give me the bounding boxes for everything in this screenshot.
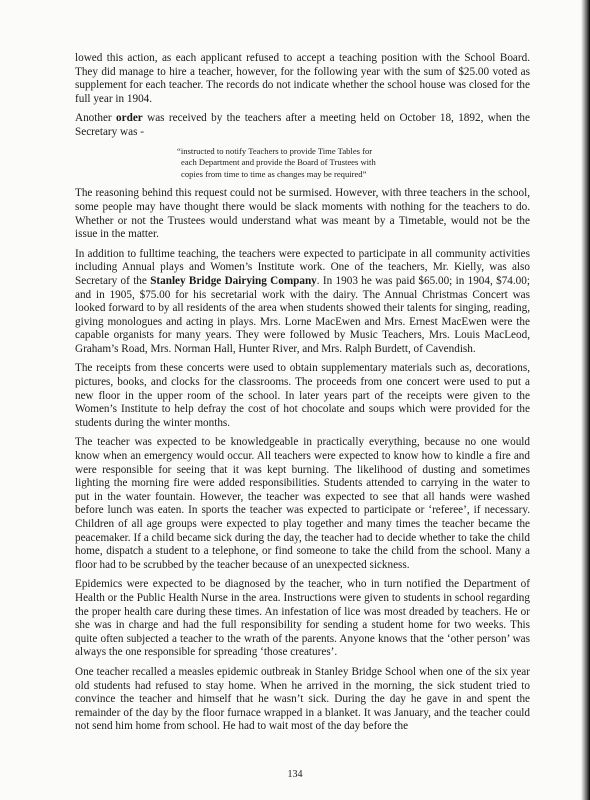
quote-line-1: “instructed to notify Teachers to provide Time Tables for: [177, 145, 373, 156]
paragraph-1: lowed this action, as each applicant refused to accept a teaching position with the School Board. They did manage to hire a teacher, however, for the following year with the sum of $25.00 voted as supplement for each teacher. The records do not indicate whether the school house was closed for the full year in 1904.: [75, 52, 530, 105]
quote-line-3: copies from time to time as changes may be required”: [181, 168, 367, 179]
block-quote: [75, 146, 437, 181]
paragraph-4-bold-company: Stanley Bridge Dairying Company: [150, 274, 317, 287]
paragraph-8: One teacher recalled a measles epidemic outbreak in Stanley Bridge School when one of the six year old students had refused to stay home. When he arrived in the morning, the sick student tried to convince the teacher and himself that he wasn’t sick. During the day he gave in and spent the remainder of the day by the floor furnace wrapped in a blanket. It was January, and the teacher could not send him home from school. He had to wait most of the day before the: [75, 665, 530, 733]
paragraph-5: The receipts from these concerts were used to obtain supplementary materials such as, decorations, pictures, books, and clocks for the classrooms. The proceeds from one concert were used to put a new floor in the upper room of the school. In later years part of the receipts were given to the Women’s Institute to help defray the cost of hot chocolate and soups which were provided for the students during the winter months.: [75, 362, 530, 429]
quote-line-2: each Department and provide the Board of Trustees with: [181, 157, 376, 168]
page-number: 134: [287, 769, 303, 780]
paragraph-3: The reasoning behind this request could not be surmised. However, with three teachers in the school, some people may have thought there would be slack moments with nothing for the teachers to do. Whether or not the Trustees would understand what was meant by a Timetable, would not be the issue in the matter.: [75, 187, 530, 241]
paragraph-2: [75, 112, 530, 139]
paragraph-7: Epidemics were expected to be diagnosed by the teacher, who in turn notified the Department of Health or the Public Health Nurse in the area. Instructions were given to students in school regarding the proper health care during these times. An infestation of lice was most dreaded by teachers. He or she was in charge and had the full responsibility for sending a student home for two weeks. This quite often subjected a teacher to the wrath of the parents. Anyone knows that the ‘other person’ was always the one responsible for spreading ‘those creatures’.: [75, 578, 530, 659]
paragraph-4-text-b: . In 1903 he was paid $65.00; in 1904, $74.00; and in 1905, $75.00 for his secretarial work with the dairy. The Annual Christmas Concert was looked forward to by all residents of the area when students showed their talents for singing, reading, giving monologues and acting in plays. Mrs. Lorne MacEwen and Mrs. Ernest MacEwen were the capable organists for many years. They were followed by Music Teachers, Mrs. Louis MacLeod, Graham’s Road, Mrs. Norman Hall, Hunter River, and Mrs. Ralph Burdett, of Cavendish.: [75, 274, 530, 355]
paragraph-2-bold-word: order: [116, 112, 143, 125]
paragraph-6: The teacher was expected to be knowledgeable in practically everything, because no one would know when an emergency would occur. All teachers were expected to know how to kindle a fire and were responsible for seeing that it was kept burning. The likelihood of dusting and sometimes lighting the morning fire were added responsibilities. Students attended to carrying in the water to put in the water fountain. However, the teacher was expected to see that all hands were washed before lunch was eaten. In sports the teacher was expected to participate or ‘referee’, if necessary. Children of all age groups were expected to play together and many times the teacher became the peacemaker. If a child became sick during the day, the teacher had to decide whether to take the child home, dispatch a student to a telephone, or find someone to take the child from the school. Many a floor had to be scrubbed by the teacher because of an unexpected sickness.: [75, 436, 530, 571]
body-text: [75, 52, 530, 740]
page-edge-shadow: [581, 0, 590, 800]
paragraph-2-text-b: was received by the teachers after a meeting held on October 18, 1892, when the Secretary was -: [75, 112, 530, 138]
paragraph-4: [75, 248, 530, 357]
paragraph-2-text-a: Another: [75, 112, 117, 125]
paragraph-4-text-a: In addition to fulltime teaching, the teachers were expected to participate in all community activities including Annual plays and Women’s Institute work. One of the teachers, Mr. Kielly, was also Secretary of the: [75, 247, 530, 287]
